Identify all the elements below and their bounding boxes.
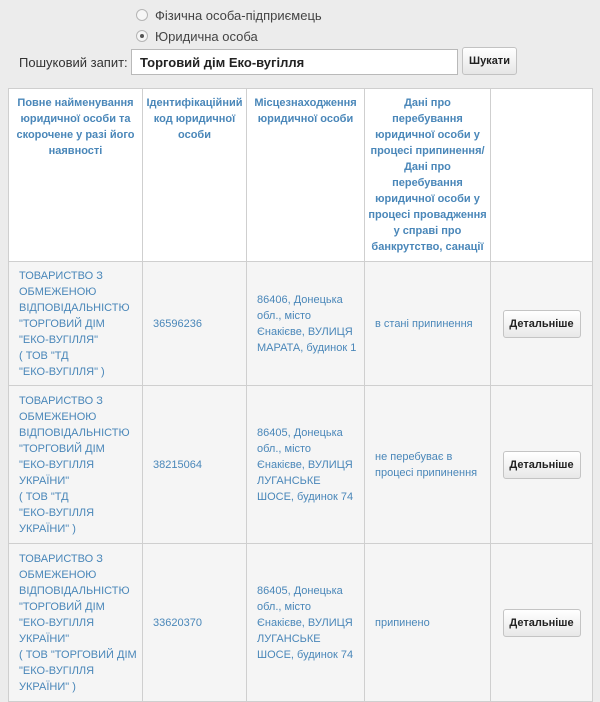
- name-line: ВІДПОВІДАЛЬНІСТЮ: [19, 426, 130, 439]
- header-actions: [491, 89, 593, 262]
- name-line: ОБМЕЖЕНОЮ: [19, 285, 97, 298]
- cell-actions: [491, 544, 593, 702]
- name-line: ( ТОВ "ТД: [19, 490, 69, 503]
- radio-circle-icon[interactable]: [136, 9, 148, 21]
- table-row: [9, 386, 593, 544]
- name-line: "ТОРГОВИЙ ДІМ: [19, 317, 105, 330]
- details-button[interactable]: Детальніше: [503, 451, 581, 479]
- cell-address: 86406, Донецька обл., місто Єнакієве, ВУЛИЦЯ МАРАТА, будинок 1: [247, 262, 365, 386]
- name-line: УКРАЇНИ" ): [19, 680, 76, 693]
- name-line: "ЕКО-ВУГІЛЛЯ: [19, 458, 95, 471]
- cell-status: в стані припинення: [365, 262, 491, 386]
- cell-entity-name: [9, 386, 143, 544]
- radio-label: Юридична особа: [155, 28, 258, 44]
- name-line: УКРАЇНИ" ): [19, 522, 76, 535]
- name-line: "ЕКО-ВУГІЛЛЯ: [19, 664, 95, 677]
- name-line: ТОВАРИСТВО З: [19, 552, 103, 565]
- name-line: "ЕКО-ВУГІЛЛЯ" ): [19, 365, 105, 378]
- cell-address: 86405, Донецька обл., місто Єнакієве, ВУЛИЦЯ ЛУГАНСЬКЕ ШОСЕ, будинок 74: [247, 544, 365, 702]
- search-input[interactable]: [131, 49, 458, 75]
- name-line: ВІДПОВІДАЛЬНІСТЮ: [19, 584, 130, 597]
- cell-status: не перебуває в процесі припинення: [365, 386, 491, 544]
- details-button[interactable]: Детальніше: [503, 609, 581, 637]
- search-label: Пошуковий запит:: [19, 55, 128, 70]
- name-line: "ЕКО-ВУГІЛЛЯ": [19, 333, 99, 346]
- table-row: [9, 544, 593, 702]
- cell-actions: [491, 262, 593, 386]
- cell-entity-name: [9, 544, 143, 702]
- header-code: Ідентифікаційний код юридичної особи: [143, 89, 247, 262]
- name-line: УКРАЇНИ": [19, 474, 70, 487]
- cell-address: 86405, Донецька обл., місто Єнакієве, ВУЛИЦЯ ЛУГАНСЬКЕ ШОСЕ, будинок 74: [247, 386, 365, 544]
- table-header-row: [9, 89, 593, 262]
- name-line: ВІДПОВІДАЛЬНІСТЮ: [19, 301, 130, 314]
- cell-code: 33620370: [143, 544, 247, 702]
- radio-legal-entity[interactable]: [136, 27, 258, 45]
- name-line: УКРАЇНИ": [19, 632, 70, 645]
- name-line: ТОВАРИСТВО З: [19, 269, 103, 282]
- cell-actions: [491, 386, 593, 544]
- table-row: [9, 262, 593, 386]
- cell-code: 36596236: [143, 262, 247, 386]
- cell-entity-name: [9, 262, 143, 386]
- header-address: Місцезнаходження юридичної особи: [247, 89, 365, 262]
- name-line: "ТОРГОВИЙ ДІМ: [19, 600, 105, 613]
- header-status: Дані про перебування юридичної особи у процесі припинення/Дані про перебування юридичної особи у процесі провадження у справі про банкрутство, санації: [365, 89, 491, 262]
- details-button[interactable]: Детальніше: [503, 310, 581, 338]
- radio-label: Фізична особа-підприємець: [155, 7, 322, 23]
- name-line: "ТОРГОВИЙ ДІМ: [19, 442, 105, 455]
- name-line: ( ТОВ "ТД: [19, 349, 69, 362]
- cell-code: 38215064: [143, 386, 247, 544]
- header-name: Повне найменування юридичної особи та скорочене у разі його наявності: [9, 89, 143, 262]
- name-line: ( ТОВ "ТОРГОВИЙ ДІМ: [19, 648, 137, 661]
- name-line: "ЕКО-ВУГІЛЛЯ: [19, 506, 95, 519]
- radio-individual-entrepreneur[interactable]: [136, 6, 322, 24]
- name-line: ОБМЕЖЕНОЮ: [19, 410, 97, 423]
- cell-status: припинено: [365, 544, 491, 702]
- name-line: ОБМЕЖЕНОЮ: [19, 568, 97, 581]
- name-line: ТОВАРИСТВО З: [19, 394, 103, 407]
- radio-circle-checked-icon[interactable]: [136, 30, 148, 42]
- search-button[interactable]: Шукати: [462, 47, 517, 75]
- name-line: "ЕКО-ВУГІЛЛЯ: [19, 616, 95, 629]
- results-table: [8, 88, 593, 702]
